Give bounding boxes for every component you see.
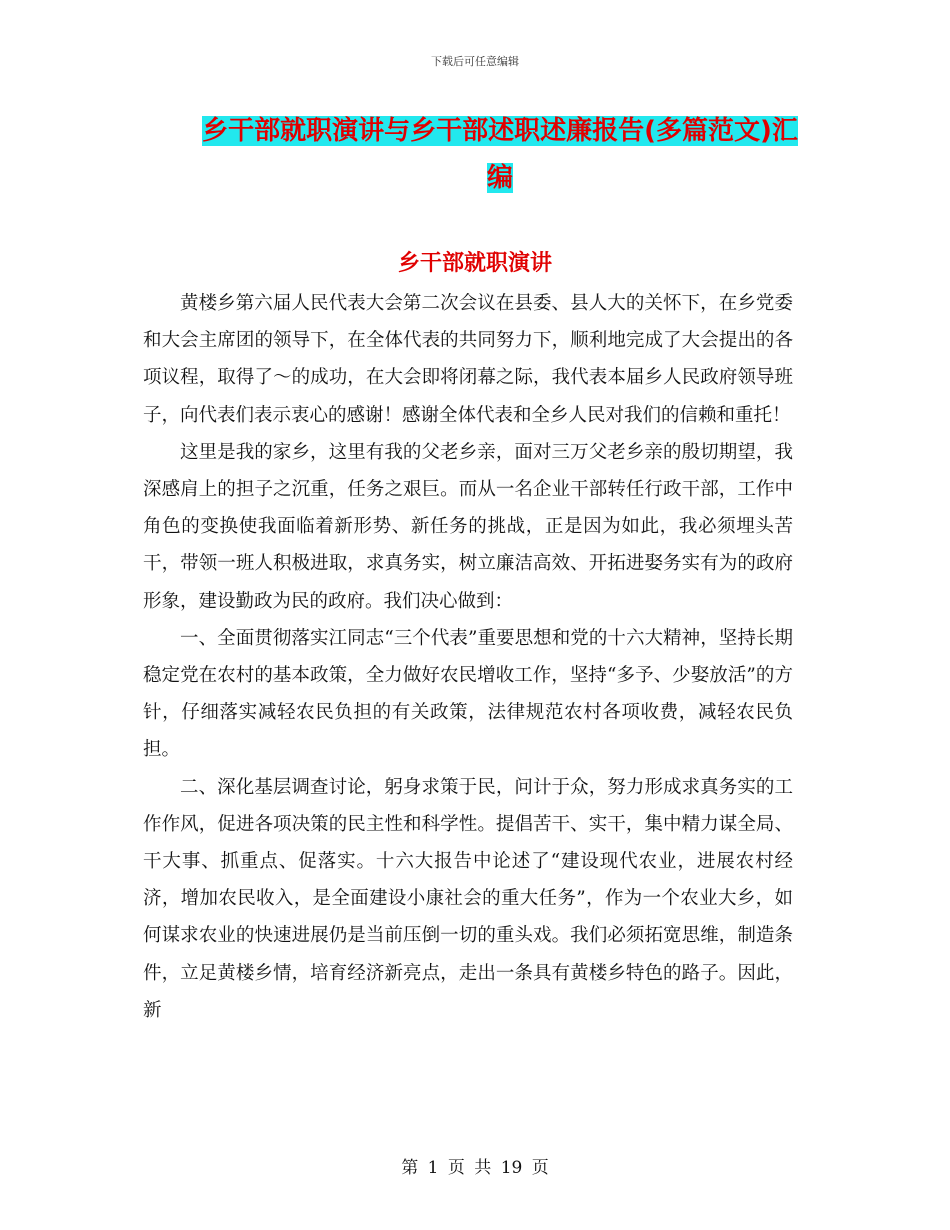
document-title-text: 乡干部就职演讲与乡干部述职述廉报告(多篇范文)汇编 — [202, 116, 798, 193]
header-note: 下载后可任意编辑 — [431, 55, 519, 68]
page-footer: 第 1 页 共 19 页 — [401, 1158, 549, 1178]
paragraph-1: 黄楼乡第六届人民代表大会第二次会议在县委、县人大的关怀下，在乡党委和大会主席团的领导下，在全体代表的共同努力下，顺利地完成了大会提出的各项议程，取得了～的成功，在大会即将闭幕之际，我代表本届乡人民政府领导班子，向代表们表示衷心的感谢！感谢全体代表和全乡人民对我们的信赖和重托！ — [143, 293, 793, 426]
paragraph-2: 这里是我的家乡，这里有我的父老乡亲，面对三万父老乡亲的殷切期望，我深感肩上的担子之沉重，任务之艰巨。而从一名企业干部转任行政干部，工作中角色的变换使我面临着新形势、新任务的挑战，正是因为如此，我必须埋头苦干，带领一班人积极进取，求真务实，树立廉洁高效、开拓进娶务实有为的政府形象，建设勤政为民的政府。我们决心做到： — [143, 441, 793, 612]
paragraph-3: 一、全面贯彻落实江同志“三个代表”重要思想和党的十六大精神，坚持长期稳定党在农村的基本政策，全力做好农民增收工作，坚持“多予、少娶放活”的方针，仔细落实减轻农民负担的有关政策，法律规范农村各项收费，减轻农民负担。 — [143, 627, 793, 761]
document-title — [190, 108, 810, 202]
paragraph-4: 二、深化基层调查讨论，躬身求策于民，问计于众，努力形成求真务实的工作作风，促进各项决策的民主性和科学性。提倡苦干、实干，集中精力谋全局、干大事、抓重点、促落实。十六大报告中论述了“建设现代农业，进展农村经济，增加农民收入，是全面建设小康社会的重大任务”，作为一个农业大乡，如何谋求农业的快速进展仍是当前压倒一切的重头戏。我们必须拓宽思维，制造条件，立足黄楼乡情，培育经济新亮点，走出一条具有黄楼乡特色的路子。因此，新 — [143, 776, 793, 1021]
body-text — [143, 285, 793, 1029]
section-title: 乡干部就职演讲 — [397, 251, 552, 276]
